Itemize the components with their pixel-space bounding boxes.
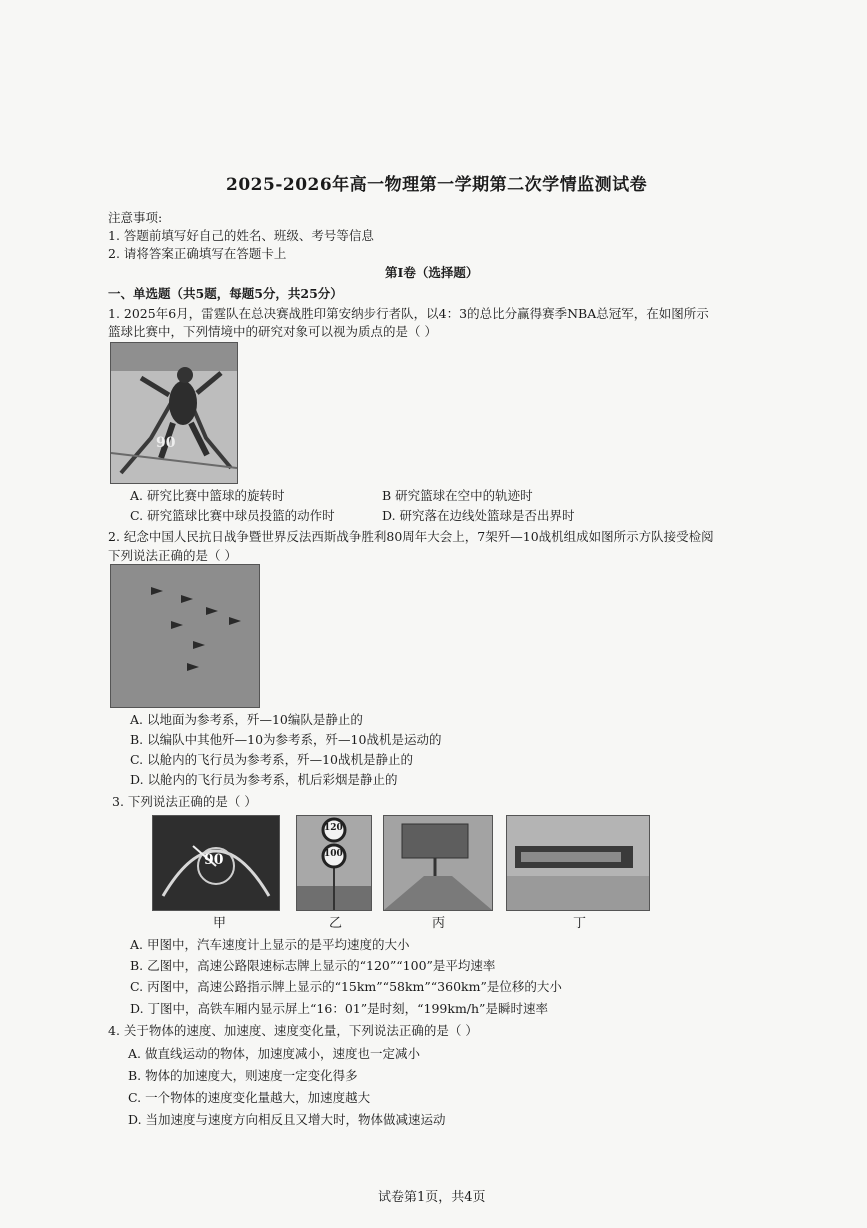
option-d: D. 研究落在边线处篮球是否出界时 <box>382 508 575 523</box>
train-display-photo <box>506 815 650 911</box>
option-a: A. 做直线运动的物体，加速度减小，速度也一定减小 <box>128 1046 420 1061</box>
option-c: C. 研究篮球比赛中球员投篮的动作时 <box>130 508 335 523</box>
caption-bing: 丙 <box>432 916 446 931</box>
question-3-stem: 3. 下列说法正确的是（ ） <box>112 794 257 809</box>
notes-heading: 注意事项: <box>108 210 163 225</box>
option-b: B. 以编队中其他歼—10为参考系，歼—10战机是运动的 <box>130 732 442 747</box>
note-item: 2. 请将答案正确填写在答题卡上 <box>108 246 287 261</box>
speedometer-photo <box>152 815 280 911</box>
option-a: A. 甲图中，汽车速度计上显示的是平均速度的大小 <box>130 937 410 952</box>
option-d: D. 丁图中，高铁车厢内显示屏上“16：01”是时刻，“199km/h”是瞬时速率 <box>130 1001 548 1016</box>
exam-title: 2025-2026年高一物理第一学期第二次学情监测试卷 <box>226 175 648 195</box>
caption-yi: 乙 <box>329 916 343 931</box>
question-4-stem: 4. 关于物体的速度、加速度、速度变化量，下列说法正确的是（ ） <box>108 1023 478 1038</box>
option-d: D. 以舱内的飞行员为参考系，机后彩烟是静止的 <box>130 772 398 787</box>
caption-ding: 丁 <box>573 916 587 931</box>
part-title: 第Ⅰ卷（选择题） <box>385 265 479 280</box>
section-heading: 一、单选题（共5题，每题5分，共25分） <box>108 286 343 301</box>
sign-100: 100 <box>324 849 343 859</box>
caption-jia: 甲 <box>213 916 227 931</box>
note-item: 1. 答题前填写好自己的姓名、班级、考号等信息 <box>108 228 374 243</box>
question-2-stem: 2. 纪念中国人民抗日战争暨世界反法西斯战争胜利80周年大会上，7架歼—10战机组成如图所示方队接受检阅 <box>108 529 714 544</box>
option-b: B 研究篮球在空中的轨迹时 <box>382 488 533 503</box>
option-b: B. 物体的加速度大，则速度一定变化得多 <box>128 1068 358 1083</box>
question-2-stem: 下列说法正确的是（ ） <box>108 548 237 563</box>
option-b: B. 乙图中，高速公路限速标志牌上显示的“120”“100”是平均速率 <box>130 958 496 973</box>
option-c: C. 以舱内的飞行员为参考系，歼—10战机是静止的 <box>130 752 413 767</box>
option-d: D. 当加速度与速度方向相反且又增大时，物体做减速运动 <box>128 1112 446 1127</box>
jersey-number: 90 <box>156 435 176 451</box>
highway-sign-photo <box>383 815 493 911</box>
speed-readout: 90 <box>204 852 224 868</box>
question-1-stem: 篮球比赛中，下列情境中的研究对象可以视为质点的是（ ） <box>108 324 437 339</box>
option-a: A. 研究比赛中篮球的旋转时 <box>130 488 285 503</box>
question-1-stem: 1. 2025年6月，雷霆队在总决赛战胜印第安纳步行者队，以4：3的总比分赢得赛季NBA总冠军，在如图所示 <box>108 306 709 321</box>
sign-120: 120 <box>324 823 343 833</box>
option-c: C. 一个物体的速度变化量越大，加速度越大 <box>128 1090 371 1105</box>
basketball-photo <box>110 342 238 484</box>
page-footer: 试卷第1页，共4页 <box>378 1190 486 1205</box>
jet-formation-photo <box>110 564 260 708</box>
speed-limit-sign-photo <box>296 815 372 911</box>
option-c: C. 丙图中，高速公路指示牌上显示的“15km”“58km”“360km”是位移的大小 <box>130 979 562 994</box>
option-a: A. 以地面为参考系，歼—10编队是静止的 <box>130 712 363 727</box>
